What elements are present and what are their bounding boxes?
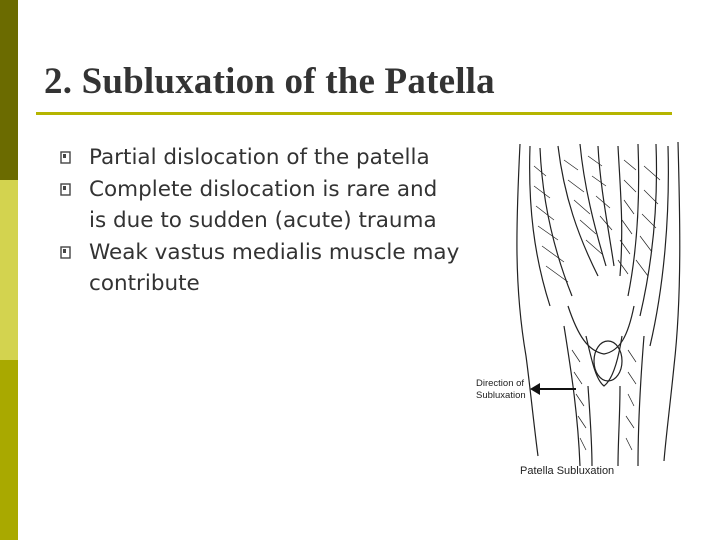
bullet-list [60,142,460,300]
accent-bar-segment-mid [0,360,18,540]
left-accent-bar [0,0,18,540]
subluxation-direction-arrow [530,383,576,395]
title-underline [36,112,672,115]
bullet-text: Weak vastus medialis muscle may contribute [89,240,460,296]
bullet-item [60,174,460,236]
bullet-text: Partial dislocation of the patella [89,145,430,170]
patella-subluxation-illustration [468,136,688,481]
arrow-label-line1: Direction of [476,378,525,389]
bullet-square-icon [60,151,72,165]
accent-bar-segment-dark [0,0,18,180]
slide-title: 2. Subluxation of the Patella [44,61,495,102]
figure-caption: Patella Subluxation [520,465,615,477]
knee-anatomy-drawing [517,142,680,466]
bullet-square-icon [60,246,72,260]
bullet-text: Complete dislocation is rare and is due to sudden (acute) trauma [89,177,438,233]
accent-bar-segment-light [0,180,18,360]
arrow-label-line2: Subluxation [476,390,526,401]
bullet-item [60,142,460,173]
bullet-square-icon [60,183,72,197]
bullet-item [60,237,460,299]
